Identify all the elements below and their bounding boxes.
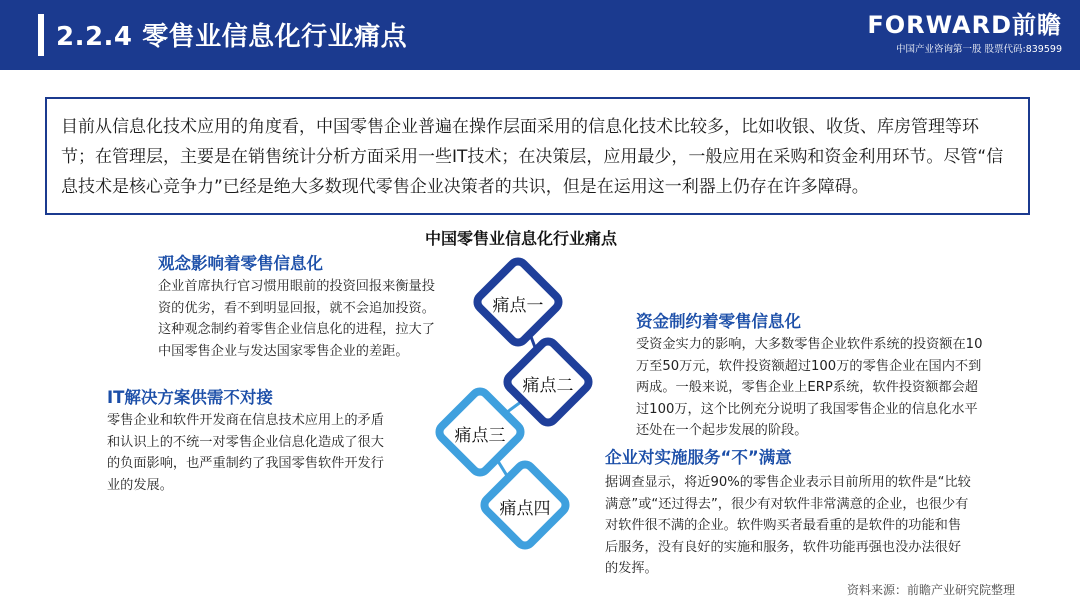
pain-point-1-label: 痛点一: [492, 296, 544, 316]
section-3-title: IT解决方案供需不对接: [107, 388, 273, 407]
section-1-title: 观念影响着零售信息化: [158, 254, 323, 273]
source-note: 资料来源：前瞻产业研究院整理: [847, 583, 1016, 597]
pain-point-2-label: 痛点二: [522, 376, 574, 396]
section-1-body: 企业首席执行官习惯用眼前的投资回报来衡量投资的优劣，看不到明显回报，就不会追加投资。这种观念制约着零售企业信息化的进程，拉大了中国零售企业与发达国家零售企业的差距。: [158, 279, 435, 359]
logo-tagline: 中国产业咨询第一股 股票代码:839599: [896, 44, 1062, 55]
summary-box: 目前从信息化技术应用的角度看，中国零售企业普遍在操作层面采用的信息化技术比较多，比如收银、收货、库房管理等环节；在管理层，主要是在销售统计分析方面采用一些IT技术；在决策层，应用最少，一般应用在采购和资金利用环节。尽管“信息技术是核心竞争力”已经是绝大多数现代零售企业决策者的共识，但是在运用这一利器上仍存在许多障碍。: [45, 97, 1030, 215]
diagram-title: 中国零售业信息化行业痛点: [425, 229, 618, 248]
section-2-title: 资金制约着零售信息化: [636, 312, 801, 331]
section-4-title: 企业对实施服务“不”满意: [605, 448, 792, 467]
section-4-body: 据调查显示，将近90%的零售企业表示目前所用的软件是“比较满意”或“还过得去”，很少有对软件非常满意的企业，也很少有对软件很不满的企业。软件购买者最看重的是软件的功能和售后服务，没有良好的实施和服务，软件功能再强也没办法很好的发挥。: [605, 475, 971, 576]
section-2-body: 受资金实力的影响，大多数零售企业软件系统的投资额在10万至50万元，软件投资额超过100万的零售企业在国内不到两成。一般来说，零售企业上ERP系统，软件投资额都会超过100万，这个比例充分说明了我国零售企业的信息化水平还处在一个起步发展的阶段。: [636, 337, 983, 438]
section-3-body: 零售企业和软件开发商在信息技术应用上的矛盾和认识上的不统一对零售企业信息化造成了很大的负面影响，也严重制约了我国零售软件开发行业的发展。: [107, 413, 384, 493]
pain-point-4-label: 痛点四: [499, 499, 551, 519]
page-title: 2.2.4 零售业信息化行业痛点: [56, 22, 408, 52]
logo-brand: FORWARD前瞻: [867, 11, 1062, 39]
pain-point-3-label: 痛点三: [454, 426, 506, 446]
